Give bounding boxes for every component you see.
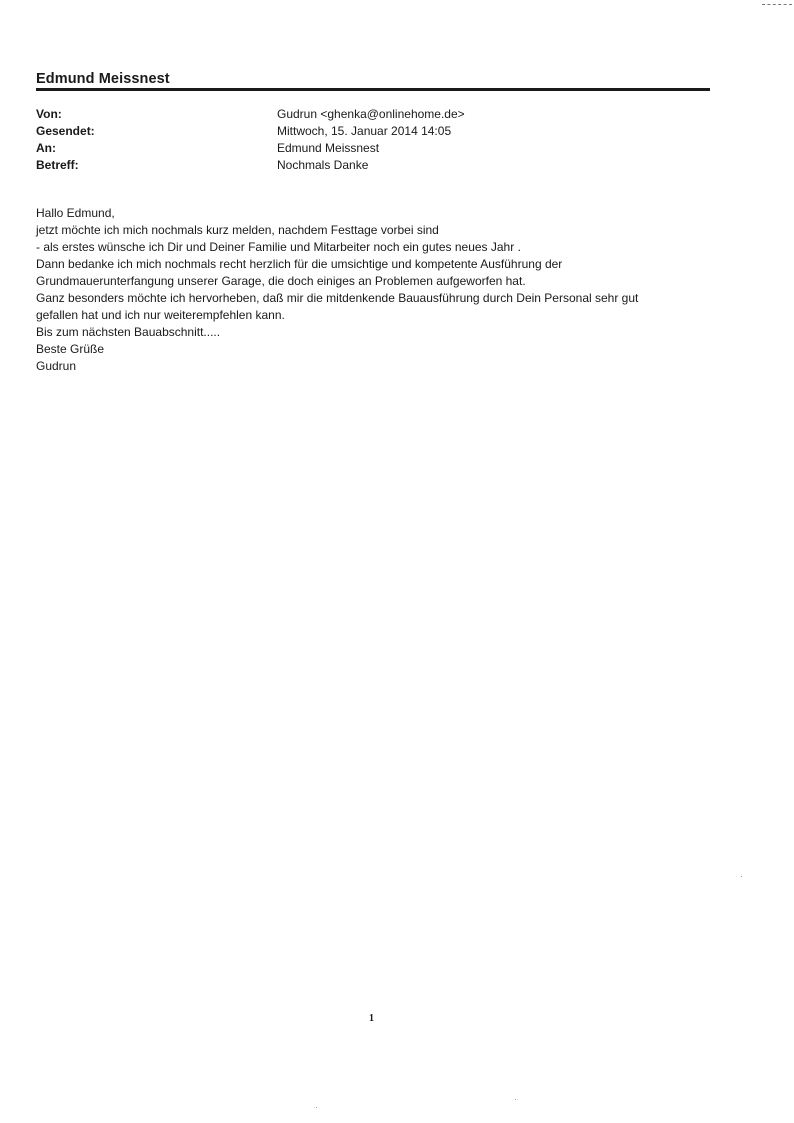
body-line: Hallo Edmund,: [36, 206, 115, 220]
body-line: Grundmauerunterfangung unserer Garage, die doch einiges an Problemen aufgeworfen hat.: [36, 274, 526, 288]
sent-row: [36, 123, 710, 140]
from-row: [36, 106, 710, 123]
to-label: An:: [36, 141, 56, 155]
scan-speck: [316, 1107, 317, 1108]
body-line: Gudrun: [36, 359, 77, 373]
sent-value: Mittwoch, 15. Januar 2014 14:05: [277, 124, 452, 138]
body-line: jetzt möchte ich mich nochmals kurz melden, nachdem Festtage vorbei sind: [36, 223, 439, 237]
from-value: Gudrun <ghenka@onlinehome.de>: [277, 107, 465, 121]
scan-speck: [515, 1099, 516, 1100]
title-divider: [36, 88, 710, 91]
body-line: Bis zum nächsten Bauabschnitt.....: [36, 325, 221, 339]
subject-label: Betreff:: [36, 158, 79, 172]
from-label: Von:: [36, 107, 62, 121]
scan-speck: [741, 876, 742, 877]
to-row: [36, 140, 710, 157]
subject-value: Nochmals Danke: [277, 158, 369, 172]
document-title: Edmund Meissnest: [36, 71, 170, 87]
email-body: [36, 205, 716, 375]
body-line: Beste Grüße: [36, 342, 105, 356]
email-header-fields: [36, 106, 710, 174]
sent-label: Gesendet:: [36, 124, 95, 138]
body-line: - als erstes wünsche ich Dir und Deiner Familie und Mitarbeiter noch ein gutes neues Jahr .: [36, 240, 521, 254]
page-number: 1: [369, 1013, 374, 1024]
body-line: gefallen hat und ich nur weiterempfehlen kann.: [36, 308, 285, 322]
to-value: Edmund Meissnest: [277, 141, 380, 155]
body-line: Ganz besonders möchte ich hervorheben, daß mir die mitdenkende Bauausführung durch Dein Personal sehr gut: [36, 291, 639, 305]
subject-row: [36, 157, 710, 174]
scan-corner-mark: [762, 4, 792, 6]
document-header: [36, 70, 710, 88]
body-line: Dann bedanke ich mich nochmals recht herzlich für die umsichtige und kompetente Ausführung der: [36, 257, 563, 271]
